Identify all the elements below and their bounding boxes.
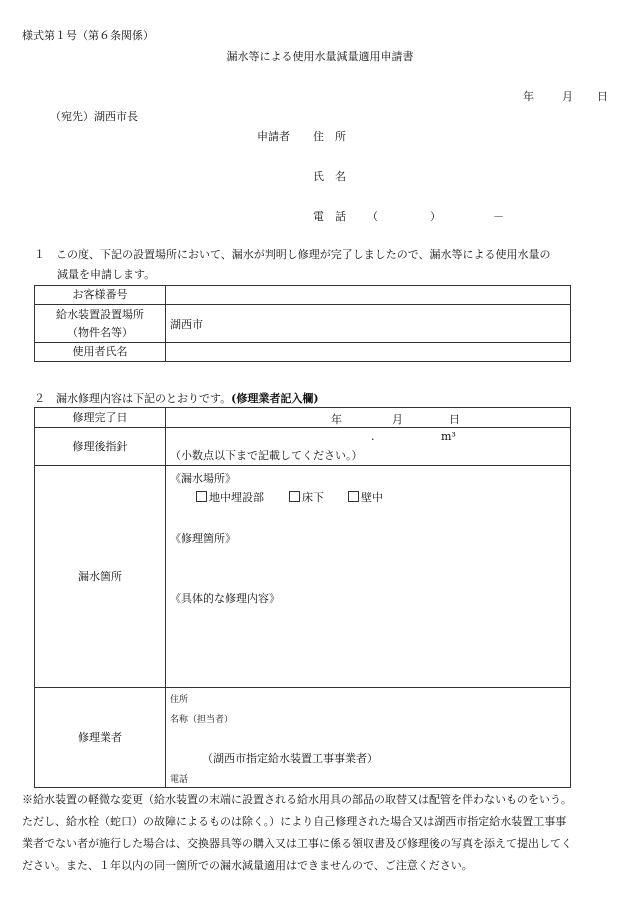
footnote	[22, 789, 612, 877]
section2-heading-bold: (修理業者記入欄)	[231, 392, 319, 405]
user-name-field[interactable]	[166, 343, 571, 362]
phone-dash: －	[493, 210, 504, 223]
meter-reading-label: 修理後指針	[35, 428, 166, 466]
meter-note: （小数点以下まで記載してください。）	[170, 449, 363, 462]
contractor-name-label: 名称（担当者）	[170, 715, 234, 725]
location-field[interactable]: 湖西市	[166, 305, 571, 343]
section2-heading	[34, 390, 319, 406]
phone-paren-open: （	[367, 210, 378, 223]
meter-reading-field[interactable]	[166, 428, 571, 466]
applicant-label: 申請者	[257, 130, 290, 143]
leak-location-label: 漏水箇所	[35, 466, 166, 688]
option-in-wall[interactable]	[348, 489, 383, 505]
user-name-label: 使用者氏名	[35, 343, 166, 362]
contractor-phone-label: 電話	[170, 775, 189, 785]
applicant-address-label: 住 所	[313, 130, 346, 143]
document-title: 漏水等による使用水量減量適用申請書	[226, 50, 414, 63]
applicant-phone-label: 電 話	[313, 210, 346, 223]
completion-day-label: 日	[449, 413, 460, 426]
checkbox-icon[interactable]	[196, 491, 207, 502]
applicant-name-label: 氏 名	[313, 170, 346, 183]
contractor-address-label: 住所	[170, 695, 189, 705]
repair-detail-heading: 《具体的な修理内容》	[170, 592, 280, 605]
customer-info-table	[34, 285, 571, 362]
location-label-line2: （物件名等）	[67, 325, 133, 339]
footnote-line2: ただし、給水栓（蛇口）の故障によるものは除く。）により自己修理された場合又は湖西市指定給水装置工事事	[22, 815, 567, 828]
form-number: 様式第１号（第６条関係）	[22, 29, 154, 42]
contractor-designation: （湖西市指定給水装置工事事業者）	[202, 752, 378, 765]
leak-location-field[interactable]	[166, 466, 571, 688]
contractor-label: 修理業者	[35, 688, 166, 788]
option-under-floor-label: 床下	[302, 491, 324, 504]
meter-unit: m³	[441, 430, 456, 443]
section1-intro-line2: 減量を申請します。	[57, 268, 156, 281]
location-label-line1: 給水装置設置場所	[56, 307, 144, 321]
date-year-label: 年	[523, 90, 534, 103]
date-day-label: 日	[597, 90, 608, 103]
checkbox-icon[interactable]	[348, 491, 359, 502]
checkbox-icon[interactable]	[289, 491, 300, 502]
date-month-label: 月	[562, 90, 573, 103]
completion-month-label: 月	[392, 413, 403, 426]
footnote-line1: ※給水装置の軽微な変更（給水装置の末端に設置される給水用具の部品の取替又は配管を伴わないものをいう。	[22, 793, 572, 806]
section1-intro-line1: １ この度、下記の設置場所において、漏水が判明し修理が完了しましたので、漏水等による使用水量の	[34, 248, 551, 261]
completion-date-label: 修理完了日	[35, 408, 166, 428]
completion-date-field[interactable]	[166, 408, 571, 428]
section2-heading-text: ２ 漏水修理内容は下記のとおりです。	[34, 392, 232, 405]
option-under-floor[interactable]	[289, 489, 324, 505]
footnote-line3: 業者でない者が施行した場合は、交換器具等の購入又は工事に係る領収書及び修理後の写真を添えて提出してく	[22, 837, 572, 850]
footnote-line4: ださい。また、１年以内の同一箇所での漏水減量適用はできませんので、ご注意ください。	[22, 859, 473, 872]
option-in-wall-label: 壁中	[361, 491, 383, 504]
phone-paren-close: ）	[430, 210, 441, 223]
repair-info-table	[34, 407, 571, 788]
repair-location-heading: 《修理箇所》	[170, 532, 236, 545]
customer-number-field[interactable]	[166, 286, 571, 305]
location-label	[35, 305, 166, 343]
completion-year-label: 年	[331, 413, 342, 426]
addressee: （宛先）湖西市長	[50, 110, 138, 123]
contractor-field[interactable]	[166, 688, 571, 788]
customer-number-label: お客様番号	[35, 286, 166, 305]
meter-decimal-point: .	[371, 430, 375, 443]
option-underground[interactable]	[196, 489, 264, 505]
option-underground-label: 地中埋設部	[209, 491, 264, 504]
leak-place-heading: 《漏水場所》	[170, 472, 236, 485]
